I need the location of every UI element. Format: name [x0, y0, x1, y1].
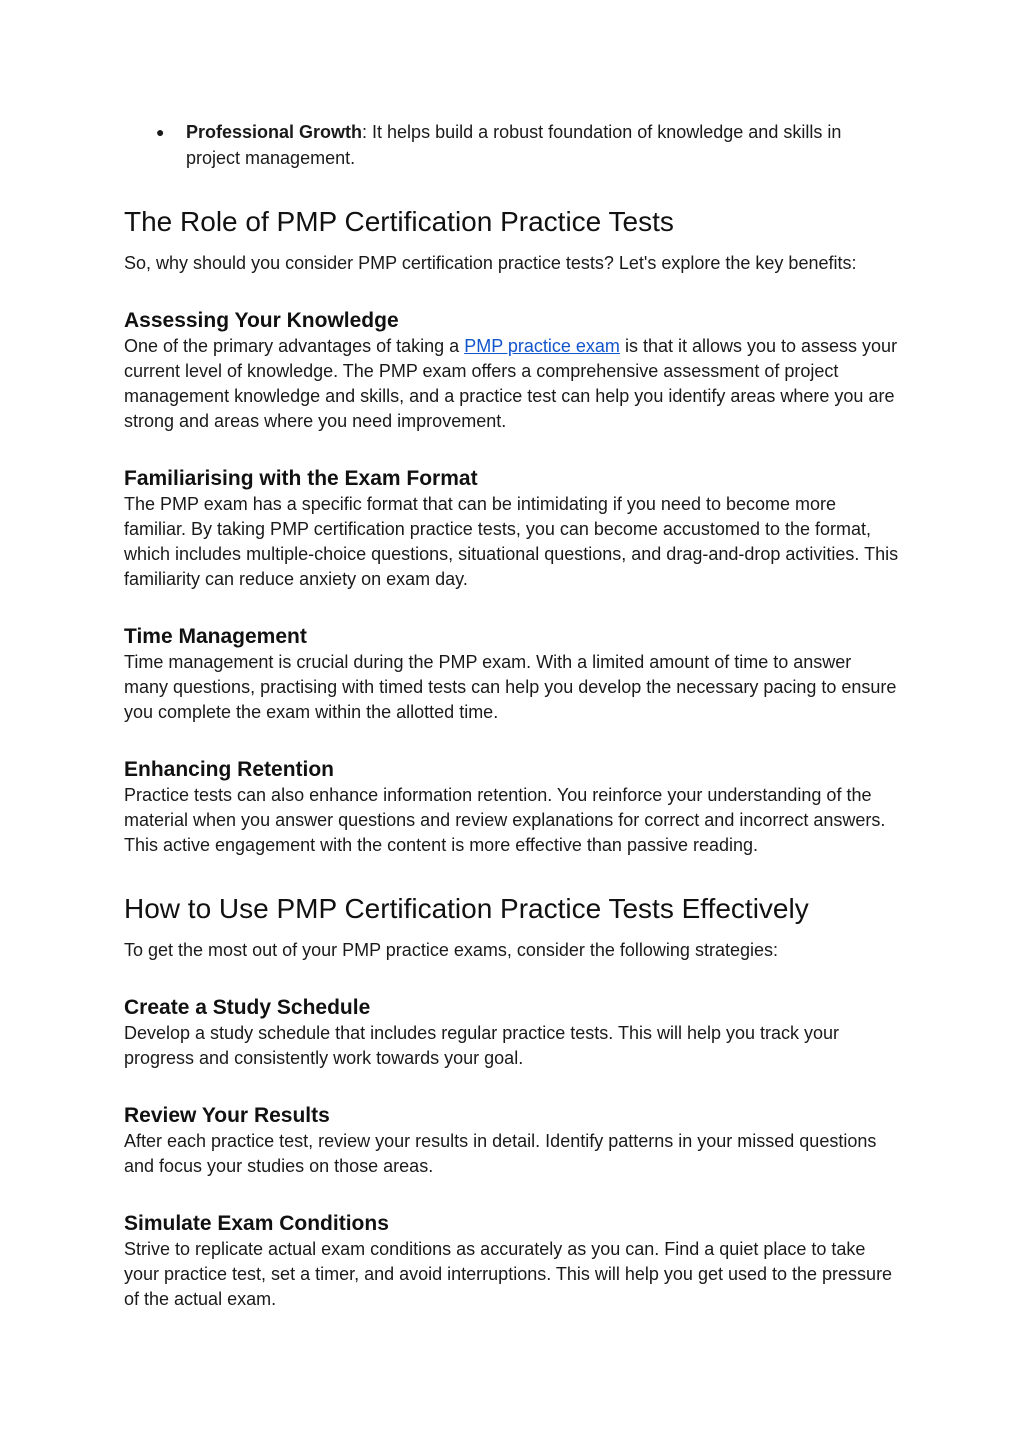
- paragraph-enhancing-retention: Practice tests can also enhance information retention. You reinforce your understanding of the material when you answer questions and review explanations for correct and incorrect answers. This active engagement with the content is more effective than passive reading.: [124, 785, 886, 855]
- document-content: [124, 120, 900, 1312]
- paragraph-text-after-link: is that it allows you to assess your current level of knowledge. The PMP exam offers a comprehensive assessment of project management knowledge and skills, and a practice test can help you identify areas where you are strong and areas where you need improvement.: [124, 336, 898, 431]
- bullet-dot-icon: ●: [156, 124, 165, 140]
- section-intro-how-to-use: To get the most out of your PMP practice exams, consider the following strategies:: [124, 940, 778, 960]
- subheading-review-results: Review Your Results: [124, 1104, 330, 1127]
- paragraph-study-schedule: Develop a study schedule that includes regular practice tests. This will help you track your progress and consistently work towards your goal.: [124, 1023, 840, 1068]
- subheading-assessing-knowledge: Assessing Your Knowledge: [124, 309, 399, 332]
- pmp-practice-exam-link[interactable]: PMP practice exam: [464, 336, 620, 356]
- section-intro-role: So, why should you consider PMP certification practice tests? Let's explore the key benefits:: [124, 253, 857, 273]
- subheading-study-schedule: Create a Study Schedule: [124, 996, 371, 1019]
- bullet-professional-growth: [124, 120, 900, 171]
- paragraph-exam-format: The PMP exam has a specific format that can be intimidating if you need to become more familiar. By taking PMP certification practice tests, you can become accustomed to the format, which includes multiple-choice questions, situational questions, and drag-and-drop activities. This familiarity can reduce anxiety on exam day.: [124, 494, 899, 589]
- paragraph-text-before-link: One of the primary advantages of taking a: [124, 336, 465, 356]
- paragraph-review-results: After each practice test, review your results in detail. Identify patterns in your missed questions and focus your studies on those areas.: [124, 1131, 877, 1176]
- bullet-text: : It helps build a robust foundation of knowledge and skills in project management.: [186, 122, 842, 168]
- section-heading-how-to-use: How to Use PMP Certification Practice Tests Effectively: [124, 893, 809, 924]
- paragraph-assessing-knowledge: [124, 334, 900, 434]
- subheading-exam-format: Familiarising with the Exam Format: [124, 467, 478, 490]
- subheading-simulate-exam: Simulate Exam Conditions: [124, 1212, 389, 1235]
- paragraph-time-management: Time management is crucial during the PMP exam. With a limited amount of time to answer many questions, practising with timed tests can help you develop the necessary pacing to ensure you complete the exam within the allotted time.: [124, 652, 897, 722]
- bullet-bold-label: Professional Growth: [186, 122, 363, 142]
- subheading-time-management: Time Management: [124, 625, 307, 648]
- section-heading-role: The Role of PMP Certification Practice Tests: [124, 206, 674, 237]
- subheading-enhancing-retention: Enhancing Retention: [124, 758, 334, 781]
- paragraph-simulate-exam: Strive to replicate actual exam conditions as accurately as you can. Find a quiet place to take your practice test, set a timer, and avoid interruptions. This will help you get used to the pressure of the actual exam.: [124, 1239, 893, 1309]
